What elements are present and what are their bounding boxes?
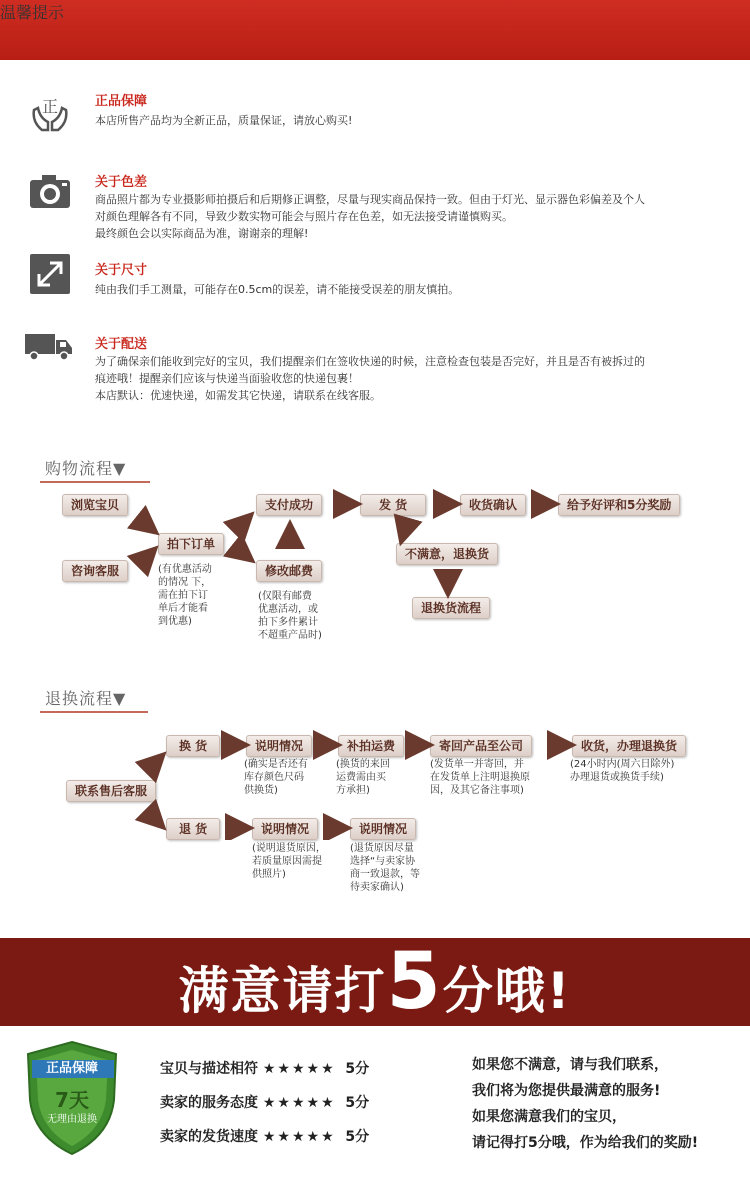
step-paid: 支付成功 [256, 494, 322, 516]
rating-stars: ★★★★★ [262, 1095, 336, 1111]
order-note: (有优惠活动 的情况 下， 需在拍下订 单后才能看 到优惠) [158, 564, 212, 627]
explain-3-note: (退货原因尽量 选择“与卖家协 商一致退款，等 待卖家确认) [350, 843, 420, 893]
step-explain-1: 说明情况 [246, 735, 312, 757]
repay-note: (换货的来回 运费需由买 方承担) [336, 759, 390, 796]
receive-note: (24小时内(周六日除外) 办理退货或换货手续) [570, 759, 675, 783]
hands-genuine-icon [28, 92, 72, 136]
step-modify: 修改邮费 [256, 560, 322, 582]
step-unhappy: 不满意，退换货 [396, 543, 498, 565]
shield-line-2: 7天 [55, 1088, 89, 1112]
notice-title-genuine: 正品保障 [95, 94, 148, 109]
step-contact-aftersales: 联系售后客服 [66, 780, 156, 802]
rating-score: 5分 [345, 1129, 370, 1145]
rating-label: 卖家的服务态度 [160, 1095, 258, 1111]
explain-2-note: (说明退货原因， 若质量原因需提 供照片) [252, 843, 326, 880]
step-send-back: 寄回产品至公司 [430, 735, 532, 757]
page-title: 温馨提示 [0, 3, 65, 22]
step-refund: 退 货 [166, 818, 220, 840]
send-back-note: (发货单一并寄回，并 在发货单上注明退换原 因，及其它备注事项) [430, 759, 530, 796]
rating-stars: ★★★★★ [262, 1061, 336, 1077]
shopping-flow-title: 购物流程▼ [45, 459, 127, 478]
shield-line-3: 无理由退换 [47, 1114, 97, 1125]
rating-row [160, 1126, 369, 1146]
explain-1-note: (确实是否还有 库存颜色尺码 供换货) [244, 759, 308, 796]
shield-badge [22, 1038, 122, 1158]
rating-score: 5分 [345, 1095, 370, 1111]
camera-icon [28, 172, 72, 216]
rating-banner-text: 满意请打5分哦! [178, 937, 572, 1027]
step-repay-shipping: 补拍运费 [338, 735, 404, 757]
divider [40, 711, 148, 713]
step-consult: 咨询客服 [62, 560, 128, 582]
step-order: 拍下订单 [158, 533, 224, 555]
step-ship: 发 货 [360, 494, 426, 516]
truck-icon [24, 330, 74, 362]
modify-note: (仅限有邮费 优惠活动，或 拍下多件累计 不超重产品时) [258, 591, 322, 641]
step-browse: 浏览宝贝 [62, 494, 128, 516]
notice-text-color: 商品照片都为专业摄影师拍摄后和后期修正调整，尽量与现实商品保持一致。但由于灯光、显示器色彩偏差及个人 对颜色理解各有不同，导致少数实物可能会与照片存在色差，如无法接受请谨慎购买。 最终颜色会以实际商品为准，谢谢亲的理解! [95, 193, 645, 240]
return-flow-arrows [0, 720, 750, 840]
step-exchange: 换 货 [166, 735, 220, 757]
rating-row [160, 1058, 369, 1078]
notice-title-size: 关于尺寸 [95, 263, 148, 278]
shopping-flow-arrows [0, 480, 750, 620]
svg-text:正: 正 [41, 97, 59, 116]
step-explain-3: 说明情况 [350, 818, 416, 840]
rating-score: 5分 [345, 1061, 370, 1077]
notice-text-delivery: 为了确保亲们能收到完好的宝贝，我们提醒亲们在签收快递的时候，注意检查包装是否完好，并且是否有被拆过的 痕迹哦！提醒亲们应该与快递当面验收您的快递包裹！ 本店默认：优速快递，如需发其它快递，请联系在线客服。 [95, 355, 645, 402]
rating-stars: ★★★★★ [262, 1129, 336, 1145]
step-review: 给予好评和5分奖励 [558, 494, 680, 516]
rating-label: 宝贝与描述相符 [160, 1061, 258, 1077]
satisfaction-message: 如果您不满意，请与我们联系， 我们将为您提供最满意的服务! 如果您满意我们的宝贝， 请记得打5分哦，作为给我们的奖励! [472, 1057, 699, 1151]
notice-title-color: 关于色差 [95, 175, 148, 190]
notice-text-genuine: 本店所售产品均为全新正品，质量保证，请放心购买! [95, 114, 353, 127]
step-receive: 收货，办理退换货 [572, 735, 686, 757]
step-return-flow: 退换货流程 [412, 597, 490, 619]
notice-text-size: 纯由我们手工测量，可能存在0.5cm的误差，请不能接受误差的朋友慎拍。 [95, 283, 460, 296]
shield-line-1: 正品保障 [45, 1061, 98, 1076]
rating-row [160, 1092, 369, 1112]
return-flow-title: 退换流程▼ [45, 689, 127, 708]
notice-title-delivery: 关于配送 [95, 337, 148, 352]
step-explain-2: 说明情况 [252, 818, 318, 840]
rating-label: 卖家的发货速度 [160, 1129, 258, 1145]
resize-arrow-icon [30, 254, 70, 294]
step-confirm: 收货确认 [460, 494, 526, 516]
